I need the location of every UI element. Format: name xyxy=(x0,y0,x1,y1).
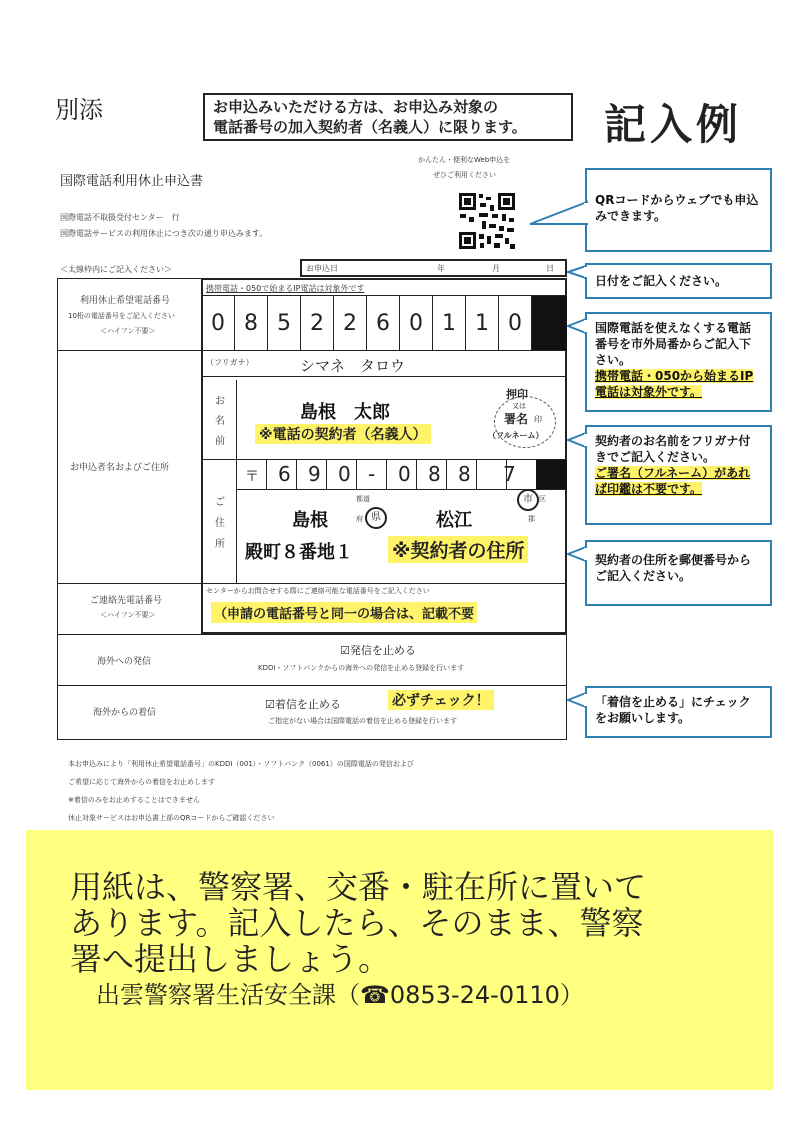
banner-line-2: あります。記入したら、そのまま、警察 xyxy=(70,904,644,942)
address-label-1: ご xyxy=(215,497,225,508)
banner-line-3: 署へ提出しましょう。 xyxy=(70,940,391,978)
furigana-value[interactable]: シマネ タロウ xyxy=(300,357,406,375)
footer-note-2: ご希望に応じて海外からの着信をお止めします xyxy=(68,778,215,786)
name-callout-text: 契約者のお名前をフリガナ付きでご記入ください。 xyxy=(595,434,751,464)
qr-code[interactable] xyxy=(458,192,516,250)
city-value[interactable]: 松江 xyxy=(436,510,472,531)
phone-label-hyphen: ＜ハイフン不要＞ xyxy=(100,327,156,335)
name-label-1: お xyxy=(215,396,225,407)
police-banner xyxy=(26,830,773,1090)
contact-note: センターからお問合せする際にご連絡可能な電話番号をご記入ください xyxy=(206,587,430,595)
address-callout-pointer xyxy=(567,546,587,562)
phone-digit: 2 xyxy=(343,311,357,336)
date-label: お申込日 xyxy=(306,264,338,273)
date-callout-text: 日付をご記入ください。 xyxy=(595,274,728,288)
postal-digit: 0 xyxy=(398,462,411,486)
form-title: 国際電話利用休止申込書 xyxy=(60,174,204,189)
date-callout xyxy=(585,263,772,299)
incoming-label: 海外からの着信 xyxy=(93,708,157,718)
form-recipient: 国際電話不取扱受付センター 行 xyxy=(60,213,180,222)
name-callout-warning: ご署名（フルネーム）があれば印鑑は不要です。 xyxy=(595,466,751,496)
seal-text-4: 印 xyxy=(534,415,542,424)
eligibility-line-1: お申込みいただける方は、お申込み対象の xyxy=(213,98,499,116)
date-month: 月 xyxy=(492,264,500,273)
applicant-label: お申込者名およびご住所 xyxy=(70,463,170,473)
outgoing-label: 海外への発信 xyxy=(97,657,152,667)
contact-label: ご連絡先電話番号 xyxy=(90,596,163,606)
incoming-callout-pointer xyxy=(567,692,587,708)
postal-digit: 6 xyxy=(278,462,291,486)
prefecture-circle: 県 xyxy=(365,507,387,529)
name-callout-pointer xyxy=(567,432,587,448)
date-day: 日 xyxy=(546,264,554,273)
phone-digit: 2 xyxy=(310,311,324,336)
seal-area[interactable] xyxy=(484,384,564,448)
prefecture-value[interactable]: 島根 xyxy=(292,510,328,531)
phone-label: 利用休止希望電話番号 xyxy=(80,296,171,306)
phone-callout-warning: 携帯電話・050から始まるIP電話は対象外です。 xyxy=(595,369,754,399)
web-promo-line-2: ぜひご利用ください xyxy=(433,171,496,179)
phone-digit: 8 xyxy=(244,311,258,336)
name-label-2: 名 xyxy=(215,416,225,427)
phone-digit: 0 xyxy=(409,311,423,336)
phone-digit: 6 xyxy=(376,311,390,336)
postal-digit: 9 xyxy=(308,462,321,486)
phone-digit: 1 xyxy=(442,311,456,336)
contact-value[interactable]: （申請の電話番号と同一の場合は、記載不要 xyxy=(211,602,477,623)
phone-digit: 1 xyxy=(475,311,489,336)
contact-label-hyphen: ＜ハイフン不要＞ xyxy=(100,611,156,619)
city-suffix-county: 郡 xyxy=(528,515,535,523)
footer-note-4: 休止対象サービスはお申込書上部のQRコードからご確認ください xyxy=(68,814,275,822)
incoming-callout xyxy=(585,686,772,738)
name-callout xyxy=(585,425,772,525)
address-callout xyxy=(585,540,772,606)
banner-contact: 出雲警察署生活安全課（☎0853-24-0110） xyxy=(96,981,584,1009)
incoming-note: ご指定がない場合は国際電話の着信を止める登録を行います xyxy=(268,717,457,725)
name-label-3: 前 xyxy=(215,436,225,447)
phone-callout xyxy=(585,312,772,412)
qr-callout-text: QRコードからウェブでも申込みできます。 xyxy=(595,193,759,223)
example-title: 記入例 xyxy=(604,100,743,149)
qr-callout-pointer xyxy=(528,200,588,230)
postal-digit: 8 xyxy=(458,462,471,486)
postal-digit: 0 xyxy=(338,462,351,486)
incoming-checkbox[interactable]: ☑着信を止める xyxy=(265,698,341,711)
city-suffix-ward: 区 xyxy=(539,495,546,503)
address-callout-text: 契約者の住所を郵便番号からご記入ください。 xyxy=(595,553,752,583)
name-value[interactable]: 島根 太郎 xyxy=(300,402,390,423)
phone-label-sub: 10桁の電話番号をご記入ください xyxy=(68,312,175,320)
outgoing-note: KDDI・ソフトバンクからの海外への発信を止める登録を行います xyxy=(258,664,465,672)
address-label-3: 所 xyxy=(215,539,225,550)
furigana-label: （フリガナ） xyxy=(206,358,254,367)
incoming-must-check: 必ずチェック！ xyxy=(388,690,494,710)
postal-digit: 7 xyxy=(503,462,516,486)
phone-digit: 0 xyxy=(211,311,225,336)
footer-note-1: 本お申込みにより「利用休止希望電話番号」のKDDI（001）・ソフトバンク（0061）の国際電話の発信および xyxy=(68,760,414,768)
bold-frame-note: ＜太線枠内にご記入ください＞ xyxy=(60,265,172,274)
eligibility-notice xyxy=(203,93,573,141)
postal-hyphen: - xyxy=(368,462,376,486)
incoming-callout-text: 「着信を止める」にチェックをお願いします。 xyxy=(595,695,751,725)
phone-digit: 0 xyxy=(508,311,522,336)
seal-text-2: 又は xyxy=(512,402,526,410)
address-label-2: 住 xyxy=(215,518,225,529)
seal-text-3: 署名 xyxy=(504,412,529,426)
web-promo-line-1: かんたん・便利なWeb申込を xyxy=(418,156,511,164)
name-note: ※電話の契約者（名義人） xyxy=(255,424,431,444)
address-note: ※契約者の住所 xyxy=(388,536,528,563)
date-year: 年 xyxy=(437,264,445,273)
mobile-exclusion-note: 携帯電話・050で始まるIP電話は対象外です xyxy=(206,284,365,293)
seal-text-5: （フルネーム） xyxy=(488,431,544,440)
postal-digit: 8 xyxy=(428,462,441,486)
banner-line-1: 用紙は、警察署、交番・駐在所に置いて xyxy=(70,868,647,906)
footer-note-3: ※着信のみをお止めすることはできません xyxy=(68,796,200,804)
qr-callout xyxy=(585,168,772,252)
prefecture-suffix-mid: 府 xyxy=(356,515,363,523)
phone-callout-text: 国際電話を使えなくする電話番号を市外局番からご記入下さい。 xyxy=(595,321,752,367)
city-circle: 市 xyxy=(517,489,539,511)
eligibility-line-2: 電話番号の加入契約者（名義人）に限ります。 xyxy=(213,118,527,136)
address-street[interactable]: 殿町８番地１ xyxy=(245,542,353,563)
seal-text-1: 押印 xyxy=(506,388,528,401)
date-callout-pointer xyxy=(567,265,587,279)
date-box[interactable] xyxy=(300,259,567,277)
prefecture-suffix-top: 都道 xyxy=(356,495,370,503)
annex-label: 別添 xyxy=(55,96,103,124)
phone-digit: 5 xyxy=(277,311,291,336)
phone-callout-pointer xyxy=(567,318,587,334)
postal-mark: 〒 xyxy=(245,469,259,485)
outgoing-checkbox[interactable]: ☑発信を止める xyxy=(340,644,416,657)
form-intro: 国際電話サービスの利用休止につき次の通り申込みます。 xyxy=(60,229,268,238)
